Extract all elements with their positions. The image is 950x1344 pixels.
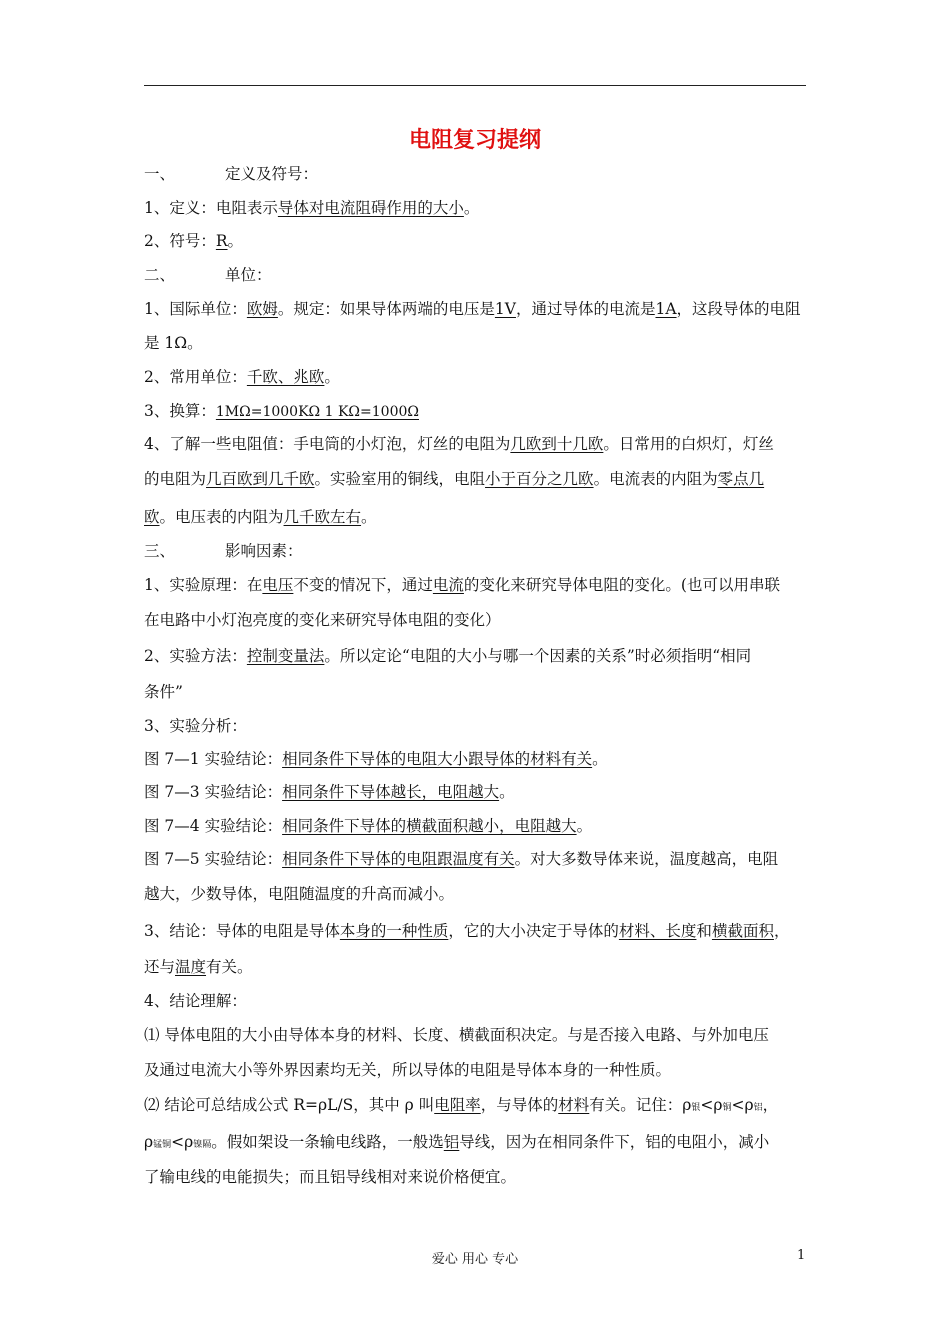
principle-line-cont: 在电路中小灯泡亮度的变化来研究导体电阻的变化） xyxy=(144,611,501,629)
section-2-heading: 二、 单位： xyxy=(144,266,272,284)
page-footer: 爱心 用心 专心 xyxy=(431,1252,519,1267)
principle-line: 1、实验原理：在电压不变的情况下，通过电流的变化来研究导体电阻的变化。(也可以用串联 xyxy=(144,576,780,594)
conclusion-line: 3、结论：导体的电阻是导体本身的一种性质，它的大小决定于导体的材料、长度和横截面积， xyxy=(144,922,790,940)
understanding-2-cont: ρ锰铜<ρ镍隔。假如架设一条输电线路，一般选铝导线，因为在相同条件下，铝的电阻小，减小 xyxy=(144,1133,770,1151)
si-unit-line-cont: 是 1Ω。 xyxy=(144,334,203,352)
understanding-heading: 4、结论理解： xyxy=(144,992,247,1010)
conclusion-line-cont: 还与温度有关。 xyxy=(144,958,253,976)
page-number: 1 xyxy=(797,1248,806,1263)
fig-7-3-conclusion: 图 7—3 实验结论：相同条件下导体越长，电阻越大。 xyxy=(144,783,515,801)
resistance-values-line-3: 欧。电压表的内阻为几千欧左右。 xyxy=(144,508,377,526)
fig-7-5-conclusion: 图 7—5 实验结论：相同条件下导体的电阻跟温度有关。对大多数导体来说，温度越高，电阻 xyxy=(144,850,779,868)
page-title: 电阻复习提纲 xyxy=(408,128,541,153)
fig-7-1-conclusion: 图 7—1 实验结论：相同条件下导体的电阻大小跟导体的材料有关。 xyxy=(144,750,608,768)
fig-7-4-conclusion: 图 7—4 实验结论：相同条件下导体的横截面积越小，电阻越大。 xyxy=(144,817,593,835)
analysis-heading: 3、实验分析： xyxy=(144,717,247,735)
resistance-values-line: 4、了解一些电阻值：手电筒的小灯泡，灯丝的电阻为几欧到十几欧。日常用的白炽灯，灯丝 xyxy=(144,435,774,453)
symbol-line: 2、符号：R。 xyxy=(144,232,244,250)
si-unit-line: 1、国际单位：欧姆。规定：如果导体两端的电压是1V，通过导体的电流是1A，这段导体的电阻 xyxy=(144,300,801,318)
understanding-1: ⑴ 导体电阻的大小由导体本身的材料、长度、横截面积决定。与是否接入电路、与外加电压 xyxy=(144,1026,769,1044)
understanding-2: ⑵ 结论可总结成公式 R=ρL/S，其中 ρ 叫电阻率，与导体的材料有关。记住：ρ银<ρ铜<ρ铝， xyxy=(144,1096,779,1114)
section-3-heading: 三、 影响因素： xyxy=(144,542,303,560)
header-rule xyxy=(144,85,806,86)
resistance-values-line-2: 的电阻为几百欧到几千欧。实验室用的铜线，电阻小于百分之几欧。电流表的内阻为零点几 xyxy=(144,470,765,488)
common-units-line: 2、常用单位：千欧、兆欧。 xyxy=(144,368,340,386)
conversion-line: 3、换算：1MΩ=1000KΩ 1 KΩ=1000Ω xyxy=(144,402,419,420)
fig-7-5-conclusion-cont: 越大，少数导体，电阻随温度的升高而减小。 xyxy=(144,885,455,903)
understanding-1-cont: 及通过电流大小等外界因素均无关，所以导体的电阻是导体本身的一种性质。 xyxy=(144,1061,672,1079)
method-line-cont: 条件” xyxy=(144,683,183,701)
method-line: 2、实验方法：控制变量法。所以定论“电阻的大小与哪一个因素的关系”时必须指明“相同 xyxy=(144,647,752,665)
definition-line: 1、定义：电阻表示导体对电流阻碍作用的大小。 xyxy=(144,199,480,217)
understanding-2-end: 了输电线的电能损失；而且铝导线相对来说价格便宜。 xyxy=(144,1168,517,1186)
section-1-heading: 一、 定义及符号： xyxy=(144,165,319,183)
